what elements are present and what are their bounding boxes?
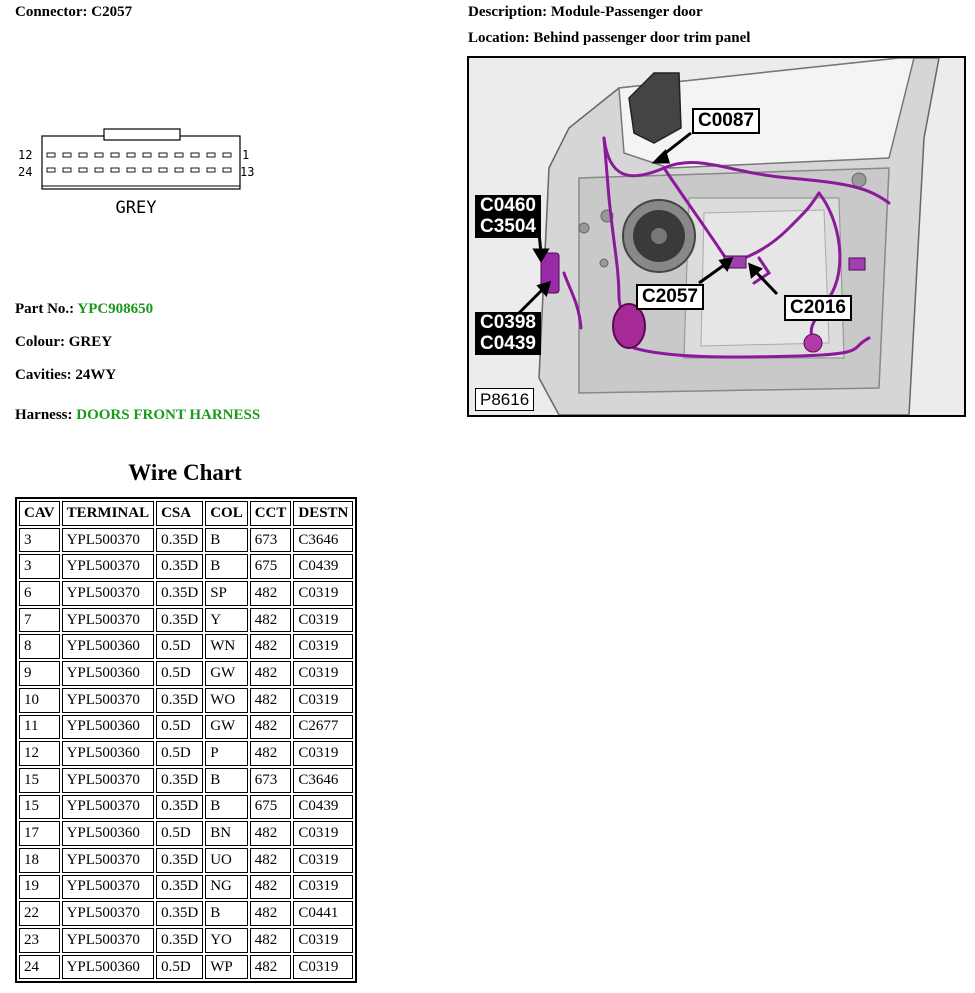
table-cell: 675 [250, 795, 292, 820]
table-cell: Y [205, 608, 248, 633]
table-cell: 0.5D [156, 634, 203, 659]
callout-c0087: C0087 [692, 108, 760, 134]
table-cell: NG [205, 875, 248, 900]
pin-cavity [111, 168, 119, 172]
table-cell: YPL500370 [62, 768, 155, 793]
cavities-value: 24WY [75, 367, 117, 383]
table-cell: 0.35D [156, 581, 203, 606]
table-row [19, 848, 353, 873]
table-cell: 3 [19, 554, 60, 579]
table-cell: BN [205, 821, 248, 846]
callout-c0460: C0460 [475, 195, 541, 217]
table-cell: YPL500370 [62, 554, 155, 579]
table-cell: 15 [19, 768, 60, 793]
pin-cavity [127, 168, 135, 172]
connector-value: C2057 [91, 4, 133, 20]
table-cell: 482 [250, 608, 292, 633]
cavities [15, 367, 116, 384]
part-number [15, 301, 153, 318]
table-cell: 0.35D [156, 768, 203, 793]
table-cell: B [205, 528, 248, 553]
location-value: Behind passenger door trim panel [533, 30, 751, 46]
table-row [19, 554, 353, 579]
colour-value: GREY [68, 334, 113, 350]
table-cell: 482 [250, 875, 292, 900]
table-cell: GW [205, 661, 248, 686]
table-cell: C0319 [293, 848, 353, 873]
connector-face-diagram [14, 126, 264, 226]
pin-cavity [175, 153, 183, 157]
table-cell: 673 [250, 768, 292, 793]
table-cell: 0.35D [156, 901, 203, 926]
table-cell: 18 [19, 848, 60, 873]
colour-label: Colour: [15, 334, 65, 350]
table-cell: 8 [19, 634, 60, 659]
table-cell: 7 [19, 608, 60, 633]
table-cell: B [205, 901, 248, 926]
pin-label-1: 1 [242, 148, 250, 162]
table-cell: C0319 [293, 581, 353, 606]
pin-cavity [79, 168, 87, 172]
table-cell: 19 [19, 875, 60, 900]
table-row [19, 715, 353, 740]
table-cell: YPL500370 [62, 581, 155, 606]
table-cell: GW [205, 715, 248, 740]
table-cell: YPL500370 [62, 528, 155, 553]
callout-c0398: C0398 [475, 312, 541, 334]
table-cell: 0.35D [156, 928, 203, 953]
table-cell: YPL500370 [62, 875, 155, 900]
table-cell: 482 [250, 661, 292, 686]
table-row [19, 634, 353, 659]
table-cell: 10 [19, 688, 60, 713]
table-cell: 15 [19, 795, 60, 820]
location-label: Location: [468, 30, 530, 46]
wire-chart-table [15, 497, 357, 983]
table-cell: 673 [250, 528, 292, 553]
table-cell: 6 [19, 581, 60, 606]
table-cell: P [205, 741, 248, 766]
pin-cavity [159, 153, 167, 157]
wire-chart-header-row [19, 501, 353, 526]
table-cell: C2677 [293, 715, 353, 740]
harness-value[interactable]: DOORS FRONT HARNESS [76, 407, 261, 423]
table-cell: SP [205, 581, 248, 606]
cavities-label: Cavities: [15, 367, 72, 383]
table-cell: 17 [19, 821, 60, 846]
table-cell: YPL500370 [62, 795, 155, 820]
pin-cavity [191, 153, 199, 157]
table-cell: 0.5D [156, 661, 203, 686]
table-cell: 0.35D [156, 528, 203, 553]
pin-cavity [143, 168, 151, 172]
table-row [19, 741, 353, 766]
table-cell: 0.35D [156, 554, 203, 579]
table-cell: WO [205, 688, 248, 713]
pin-cavity [111, 153, 119, 157]
table-cell: YO [205, 928, 248, 953]
description [468, 4, 703, 21]
table-cell: C0439 [293, 795, 353, 820]
colour [15, 334, 112, 351]
table-cell: 22 [19, 901, 60, 926]
table-row [19, 528, 353, 553]
pin-cavity [223, 168, 231, 172]
table-cell: 482 [250, 581, 292, 606]
figure-reference: P8616 [475, 388, 534, 411]
pin-cavity [79, 153, 87, 157]
table-cell: C0319 [293, 661, 353, 686]
table-cell: C3646 [293, 768, 353, 793]
table-row [19, 821, 353, 846]
table-cell: 12 [19, 741, 60, 766]
table-row [19, 928, 353, 953]
table-cell: C0319 [293, 741, 353, 766]
pin-label-13: 13 [240, 165, 255, 179]
housing-colour-label: GREY [115, 198, 157, 218]
wire-chart-title: Wire Chart [128, 460, 242, 485]
table-row [19, 875, 353, 900]
table-cell: C0441 [293, 901, 353, 926]
wire-chart-header-csa: CSA [156, 501, 203, 526]
table-cell: 0.5D [156, 715, 203, 740]
table-cell: 0.35D [156, 688, 203, 713]
table-cell: 0.35D [156, 795, 203, 820]
table-cell: 675 [250, 554, 292, 579]
part-number-value[interactable]: YPC908650 [77, 301, 154, 317]
table-row [19, 581, 353, 606]
harness-label: Harness: [15, 407, 73, 423]
pin-cavity [47, 168, 55, 172]
table-cell: 482 [250, 955, 292, 980]
table-cell: YPL500360 [62, 715, 155, 740]
pin-cavity [207, 168, 215, 172]
table-cell: 0.5D [156, 741, 203, 766]
table-cell: 482 [250, 715, 292, 740]
table-cell: WP [205, 955, 248, 980]
table-cell: UO [205, 848, 248, 873]
table-cell: C0319 [293, 875, 353, 900]
table-cell: YPL500360 [62, 741, 155, 766]
callout-c2016: C2016 [784, 295, 852, 321]
table-cell: 482 [250, 848, 292, 873]
table-cell: YPL500360 [62, 661, 155, 686]
table-row [19, 795, 353, 820]
table-cell: 482 [250, 901, 292, 926]
table-cell: YPL500360 [62, 955, 155, 980]
callout-c0439: C0439 [475, 333, 541, 355]
callout-c3504: C3504 [475, 216, 541, 238]
table-row [19, 901, 353, 926]
pin-cavity [207, 153, 215, 157]
table-cell: C0319 [293, 608, 353, 633]
pin-cavity [223, 153, 231, 157]
table-cell: YPL500370 [62, 608, 155, 633]
pin-cavity [127, 153, 135, 157]
table-cell: 482 [250, 821, 292, 846]
table-cell: 0.5D [156, 955, 203, 980]
table-cell: C3646 [293, 528, 353, 553]
table-cell: 11 [19, 715, 60, 740]
table-row [19, 688, 353, 713]
pin-cavity [63, 153, 71, 157]
table-cell: WN [205, 634, 248, 659]
table-cell: YPL500370 [62, 901, 155, 926]
description-label: Description: [468, 4, 548, 20]
pin-label-12: 12 [18, 148, 33, 162]
connector-label: Connector: [15, 4, 88, 20]
table-cell: 482 [250, 688, 292, 713]
wire-chart-body [19, 528, 353, 980]
table-cell: B [205, 795, 248, 820]
connector-id [15, 4, 132, 21]
wire-chart-header-cav: CAV [19, 501, 60, 526]
pin-label-24: 24 [18, 165, 33, 179]
pin-cavity [191, 168, 199, 172]
table-cell: YPL500360 [62, 821, 155, 846]
table-cell: 482 [250, 928, 292, 953]
wire-chart-header-cct: CCT [250, 501, 292, 526]
pin-cavity [159, 168, 167, 172]
location [468, 30, 750, 47]
table-cell: B [205, 554, 248, 579]
connector-location-image [467, 56, 966, 417]
table-cell: YPL500370 [62, 688, 155, 713]
wire-chart-header-col: COL [205, 501, 248, 526]
table-cell: 0.5D [156, 821, 203, 846]
table-cell: C0319 [293, 955, 353, 980]
wire-chart-header-destn: DESTN [293, 501, 353, 526]
table-cell: YPL500370 [62, 928, 155, 953]
table-cell: C0319 [293, 634, 353, 659]
part-number-label: Part No.: [15, 301, 75, 317]
pin-cavity [95, 168, 103, 172]
table-row [19, 661, 353, 686]
table-cell: C0319 [293, 688, 353, 713]
harness [15, 407, 260, 424]
table-cell: 3 [19, 528, 60, 553]
table-cell: C0439 [293, 554, 353, 579]
table-cell: YPL500370 [62, 848, 155, 873]
description-value: Module-Passenger door [550, 4, 703, 20]
table-cell: 482 [250, 741, 292, 766]
pin-cavity [95, 153, 103, 157]
table-cell: 0.35D [156, 875, 203, 900]
table-cell: 0.35D [156, 848, 203, 873]
table-row [19, 608, 353, 633]
table-cell: C0319 [293, 928, 353, 953]
wire-chart-header-terminal: TERMINAL [62, 501, 155, 526]
table-cell: YPL500360 [62, 634, 155, 659]
callout-c2057: C2057 [636, 284, 704, 310]
pin-cavity [143, 153, 151, 157]
table-cell: 23 [19, 928, 60, 953]
table-cell: C0319 [293, 821, 353, 846]
pin-cavity [63, 168, 71, 172]
pin-cavity [175, 168, 183, 172]
table-cell: 0.35D [156, 608, 203, 633]
table-row [19, 955, 353, 980]
table-cell: 9 [19, 661, 60, 686]
pin-cavity [47, 153, 55, 157]
table-row [19, 768, 353, 793]
table-cell: 482 [250, 634, 292, 659]
table-cell: 24 [19, 955, 60, 980]
table-cell: B [205, 768, 248, 793]
